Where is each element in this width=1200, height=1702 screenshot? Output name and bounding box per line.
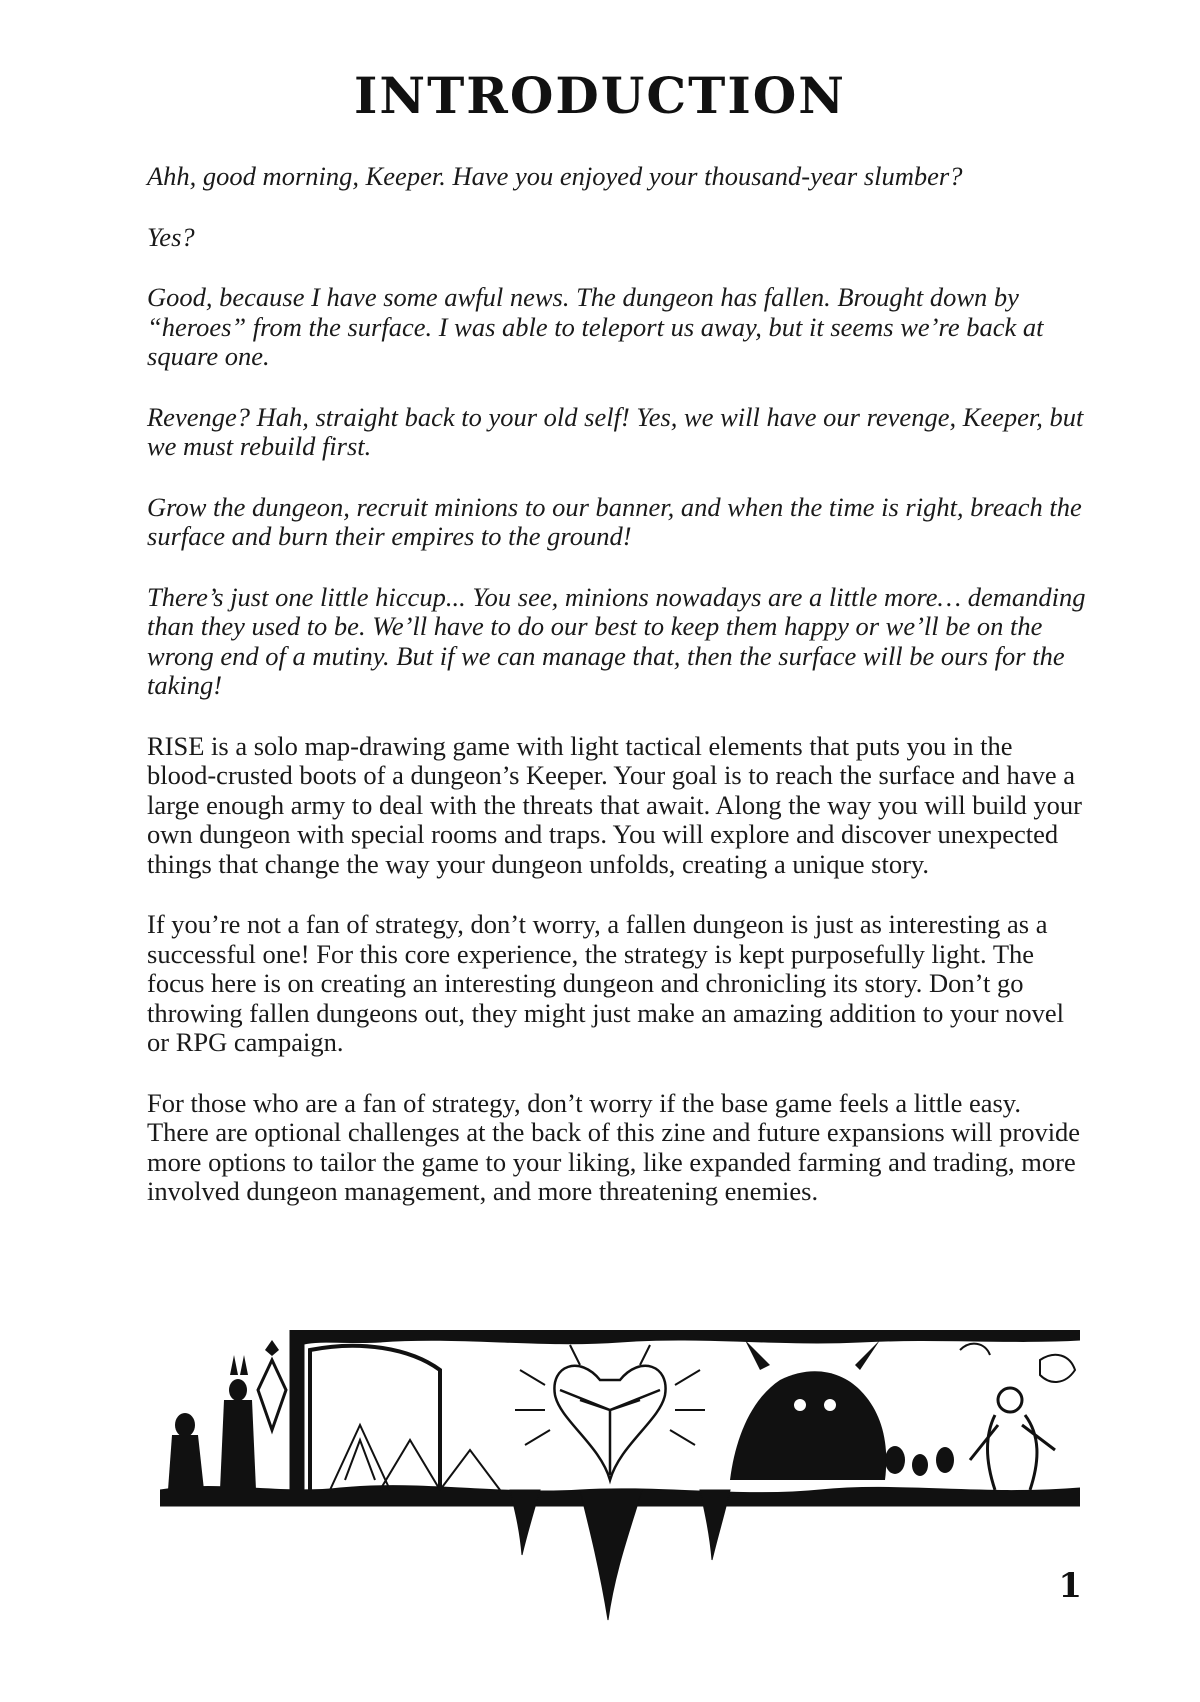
body-paragraph: If you’re not a fan of strategy, don’t worry, a fallen dungeon is just as interesting as a successful one! For this core experience, the strategy is kept purposefully light. The focus here is on creating an interesting dungeon and chronicling its story. Don’t go throwing fallen dungeons out, they might just make an amazing addition to your novel or RPG campaign. <box>147 909 1065 1057</box>
dialogue-paragraph: There’s just one little hiccup... You see, minions nowadays are a little more… demanding than they used to be. We’ll have to do our best to keep them happy or we’ll be on the wrong end of a mutiny. But if we can manage that, then the surface will be ours for the taking! <box>147 581 1086 700</box>
dialogue-paragraph: Grow the dungeon, recruit minions to our banner, and when the time is right, breach the surface and burn their empires to the ground! <box>147 491 1082 551</box>
dungeon-panorama-illustration <box>160 1330 1080 1630</box>
text-body <box>147 162 1087 1238</box>
page-title: INTRODUCTION <box>353 66 847 125</box>
dialogue-paragraph: Yes? <box>147 221 195 252</box>
page-number: 1 <box>1058 1566 1082 1606</box>
dialogue-paragraph: Good, because I have some awful news. The dungeon has fallen. Brought down by “heroes” from the surface. I was able to teleport us away, but it seems we’re back at square one. <box>147 282 1044 371</box>
body-paragraph: For those who are a fan of strategy, don’t worry if the base game feels a little easy. There are optional challenges at the back of this zine and future expansions will provide more options to tailor the game to your liking, like expanded farming and trading, more involved dungeon management, and more threatening enemies. <box>147 1087 1081 1206</box>
body-paragraph: RISE is a solo map-drawing game with light tactical elements that puts you in the blood-crusted boots of a dungeon’s Keeper. Your goal is to reach the surface and have a large enough army to deal with the threats that await. Along the way you will build your own dungeon with special rooms and traps. You will explore and discover unexpected things that change the way your dungeon unfolds, creating a unique story. <box>147 730 1082 879</box>
dialogue-paragraph: Revenge? Hah, straight back to your old self! Yes, we will have our revenge, Keeper, but we must rebuild first. <box>147 401 1084 461</box>
dialogue-paragraph: Ahh, good morning, Keeper. Have you enjoyed your thousand-year slumber? <box>147 161 963 191</box>
